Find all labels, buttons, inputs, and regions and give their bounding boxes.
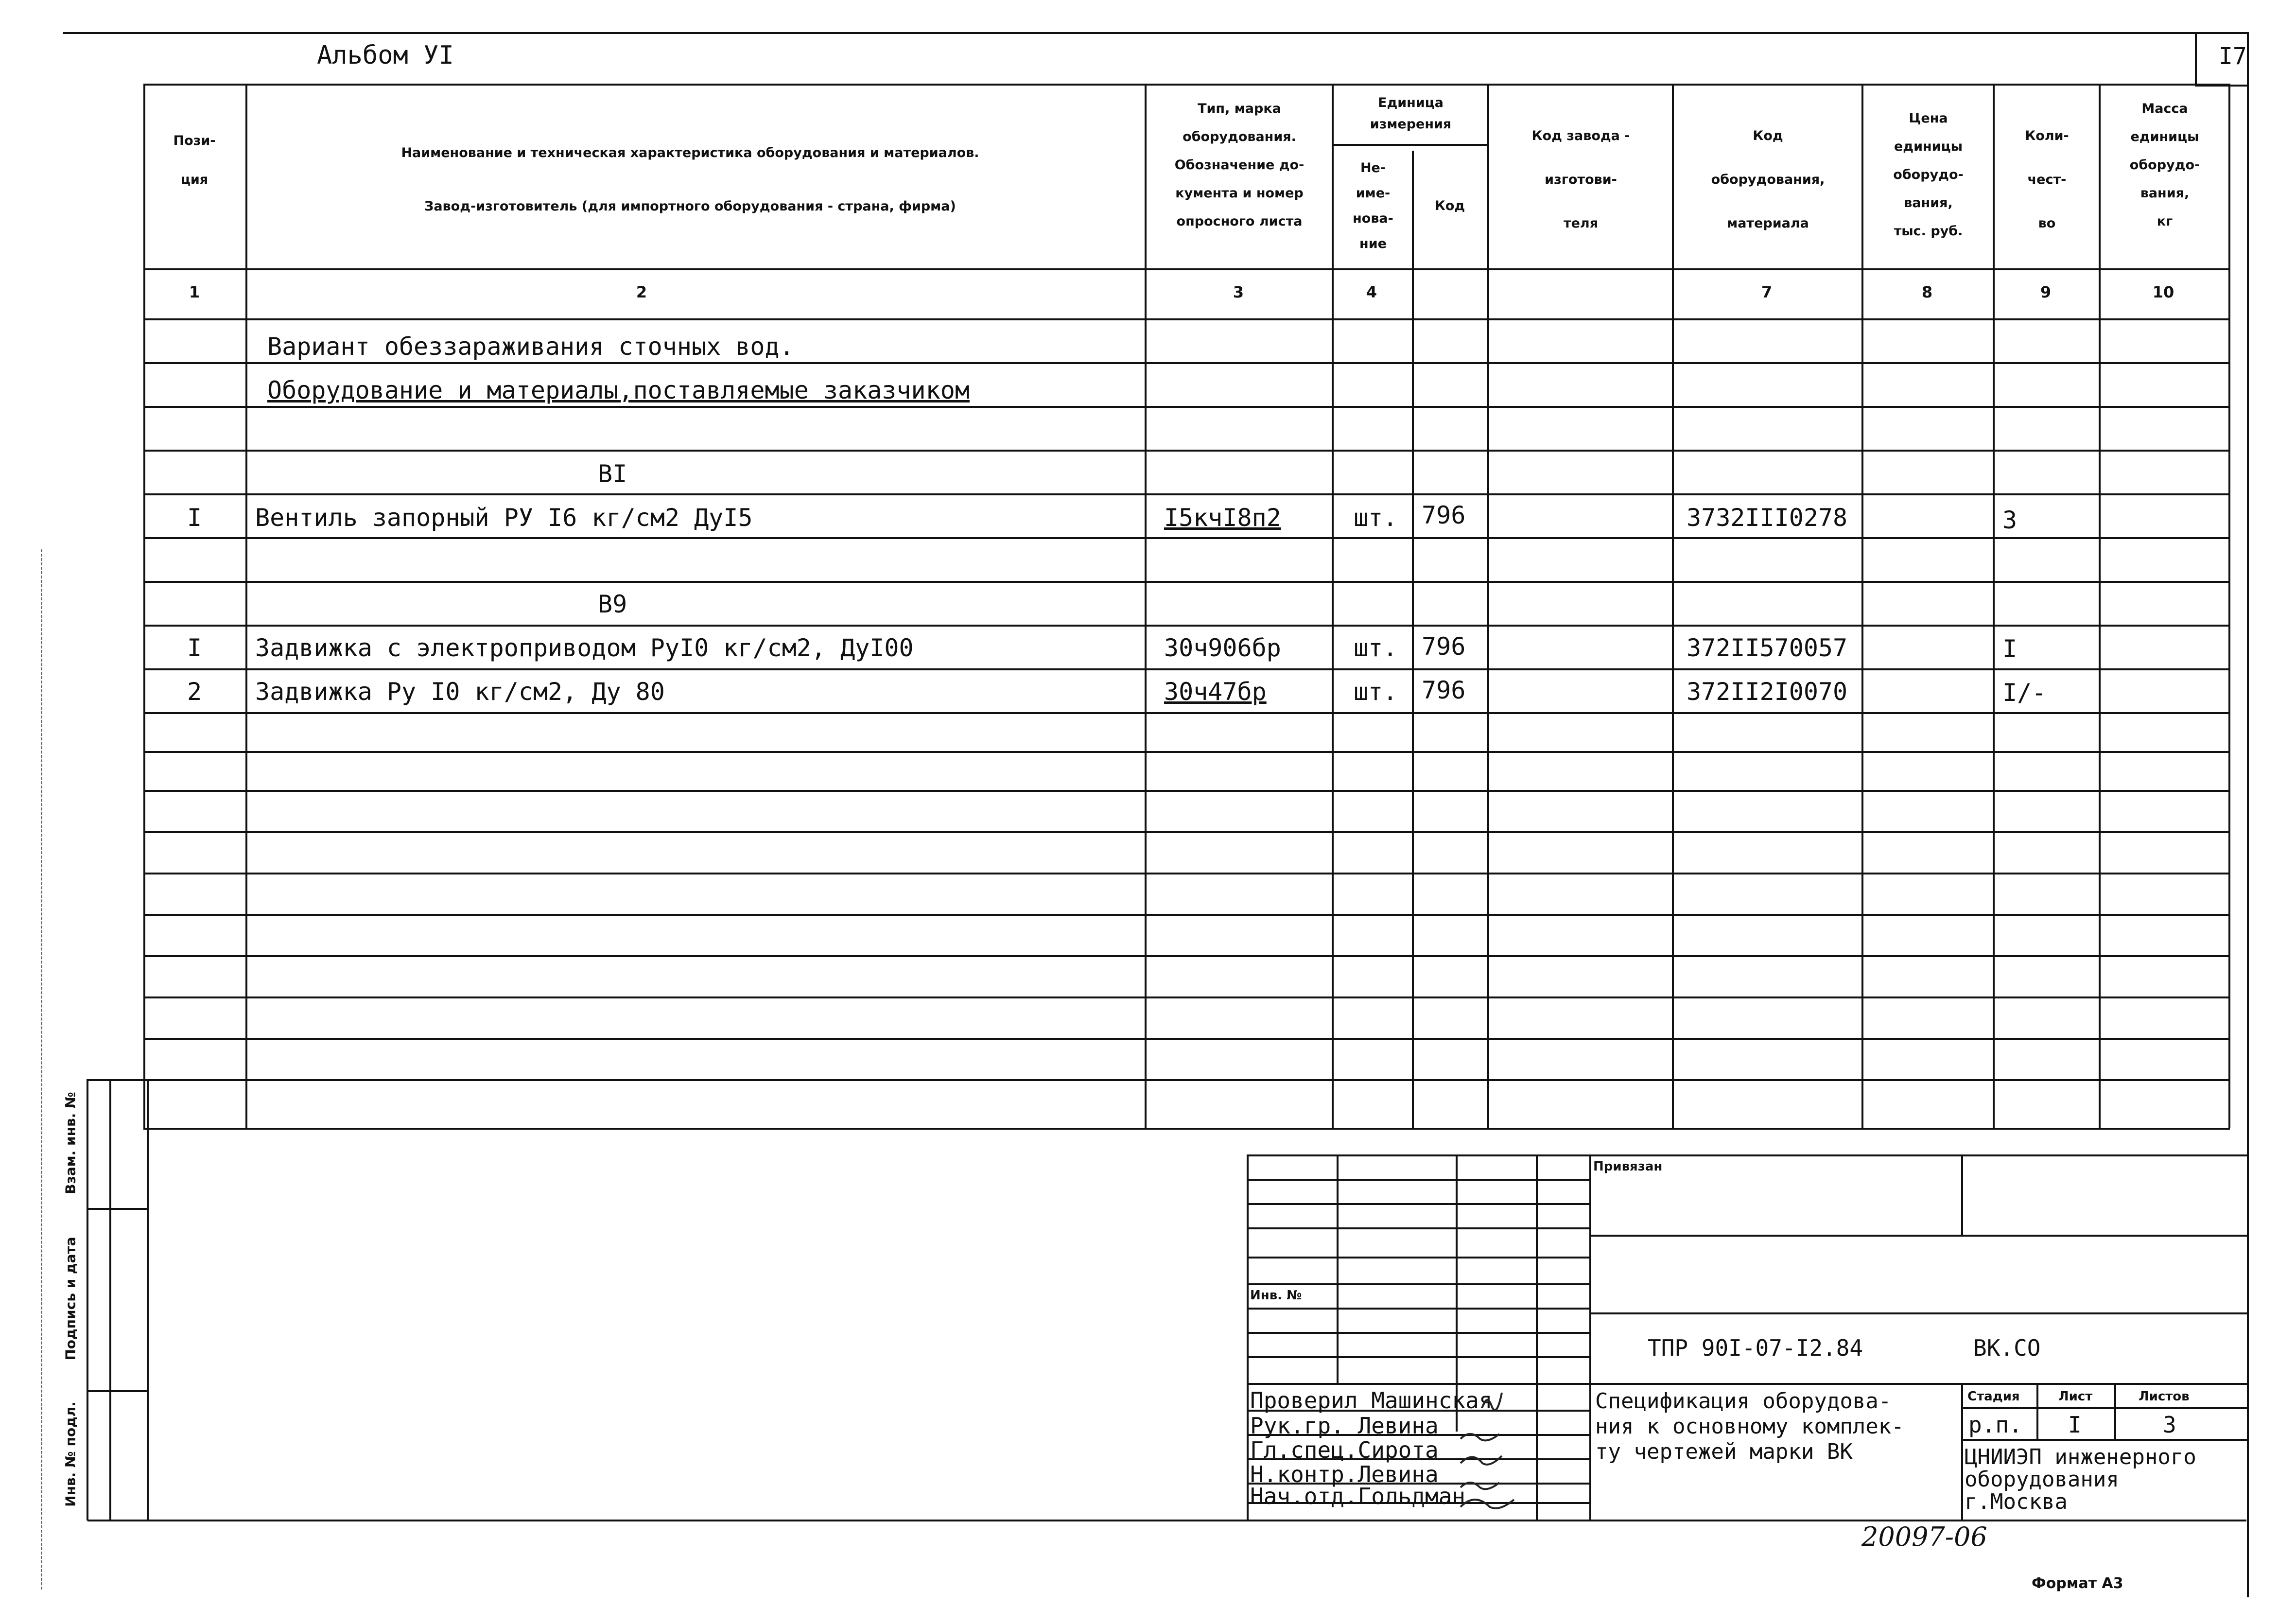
signer-2: Рук.гр. Левина <box>1250 1413 1439 1439</box>
col-number-8: 8 <box>1921 283 1933 301</box>
col-number-2: 2 <box>636 283 647 301</box>
page-number: I7 <box>2219 43 2247 70</box>
header-mass: Масса единицы оборудо- вания, кг <box>2129 101 2200 229</box>
signature-marks <box>1458 1385 1589 1517</box>
section-heading: BI <box>598 460 627 488</box>
frame-right <box>2247 32 2249 1597</box>
document-title: Спецификация оборудова- ния к основному комплек- ту чертежей марки ВК <box>1595 1389 1904 1464</box>
col-number-4: 4 <box>1366 283 1377 301</box>
item-unit: шт. <box>1354 504 1398 532</box>
item-type: I5кчI8п2 <box>1164 504 1281 532</box>
item-position: I <box>187 504 202 532</box>
document-code: ТПР 90I-07-I2.84 <box>1648 1335 1863 1361</box>
item-unit: шт. <box>1354 634 1398 662</box>
item-name: Задвижка с электроприводом РуI0 кг/см2, ДуI00 <box>255 634 914 662</box>
stage-label: Стадия <box>1967 1389 2020 1404</box>
document-mark: ВК.СО <box>1973 1335 2041 1361</box>
attached-label: Привязан <box>1593 1159 1663 1174</box>
header-type: Тип, марка оборудования. Обозначение до- кумента и номер опросного листа <box>1174 101 1305 229</box>
stage-value: р.п. <box>1968 1412 2022 1438</box>
header-quantity: Коли- чест- во <box>2025 128 2069 231</box>
item-equipment-code: 372II2I0070 <box>1687 678 1848 706</box>
item-unit: шт. <box>1354 678 1398 706</box>
item-quantity: 3 <box>2002 506 2018 534</box>
header-unit-code: Код <box>1434 198 1465 213</box>
item-quantity: I <box>2002 635 2018 663</box>
item-unit-code: 796 <box>1422 501 1466 529</box>
sheet-label: Лист <box>2058 1389 2093 1404</box>
item-unit-code: 796 <box>1422 632 1466 661</box>
item-name: Оборудование и материалы,поставляемые заказчиком <box>267 376 970 404</box>
item-unit-code: 796 <box>1422 676 1466 704</box>
organization: ЦНИИЭП инженерного оборудования г.Москва <box>1965 1445 2196 1514</box>
item-name: Вариант обеззараживания сточных вод. <box>267 332 794 361</box>
col-number-10: 10 <box>2152 283 2174 301</box>
format-label: Формат А3 <box>2032 1575 2123 1592</box>
col-number-9: 9 <box>2040 283 2052 301</box>
handwritten-number: 20097-06 <box>1861 1521 1987 1552</box>
side-label-signature-date: Подпись и дата <box>62 1237 79 1361</box>
binding-line <box>41 549 42 1590</box>
col-number-3: 3 <box>1233 283 1244 301</box>
side-label-inv-orig: Инв. № подл. <box>62 1401 79 1507</box>
header-position: Пози- ция <box>173 133 216 187</box>
album-label: Альбом УI <box>317 41 454 70</box>
item-name: Задвижка Ру I0 кг/см2, Ду 80 <box>255 678 665 706</box>
header-unit-group: Единица измерения <box>1370 95 1452 132</box>
item-type: 30ч47бр <box>1164 678 1267 706</box>
header-factory-code: Код завода - изготови- теля <box>1531 128 1630 231</box>
item-equipment-code: 3732III0278 <box>1687 504 1848 532</box>
item-position: 2 <box>187 678 202 706</box>
header-name: Наименование и техническая характеристика оборудования и материалов. Завод-изготовитель (для импортного оборудования - страна, фирма) <box>401 145 979 214</box>
section-heading: B9 <box>598 590 627 618</box>
header-unit-name: Не- име- нова- ние <box>1353 160 1393 251</box>
sheet-value: I <box>2068 1412 2082 1438</box>
frame-top <box>63 32 2248 34</box>
signer-1: Проверил Машинская <box>1250 1387 1493 1414</box>
col-number-1: 1 <box>189 283 200 301</box>
item-position: I <box>187 634 202 662</box>
header-equipment-code: Код оборудования, материала <box>1711 128 1825 231</box>
col-number-7: 7 <box>1761 283 1773 301</box>
frame-left-inner <box>147 1079 149 1520</box>
inv-number-label: Инв. № <box>1250 1288 1302 1303</box>
header-price: Цена единицы оборудо- вания, тыс. руб. <box>1893 111 1964 239</box>
item-name: Вентиль запорный РУ I6 кг/см2 ДуI5 <box>255 504 753 532</box>
sheets-value: 3 <box>2163 1412 2176 1438</box>
item-type: 30ч906бр <box>1164 634 1281 662</box>
item-quantity: I/- <box>2002 679 2047 707</box>
page-number-box-left <box>2195 32 2197 85</box>
signer-4: Н.контр.Левина <box>1250 1461 1439 1487</box>
signer-5: Нач.отд.Гольдман <box>1250 1483 1466 1509</box>
side-label-replaced-inv: Взам. инв. № <box>62 1092 79 1194</box>
sheets-label: Листов <box>2139 1389 2190 1404</box>
item-equipment-code: 372II570057 <box>1687 634 1848 662</box>
signer-3: Гл.спец.Сирота <box>1250 1437 1439 1463</box>
